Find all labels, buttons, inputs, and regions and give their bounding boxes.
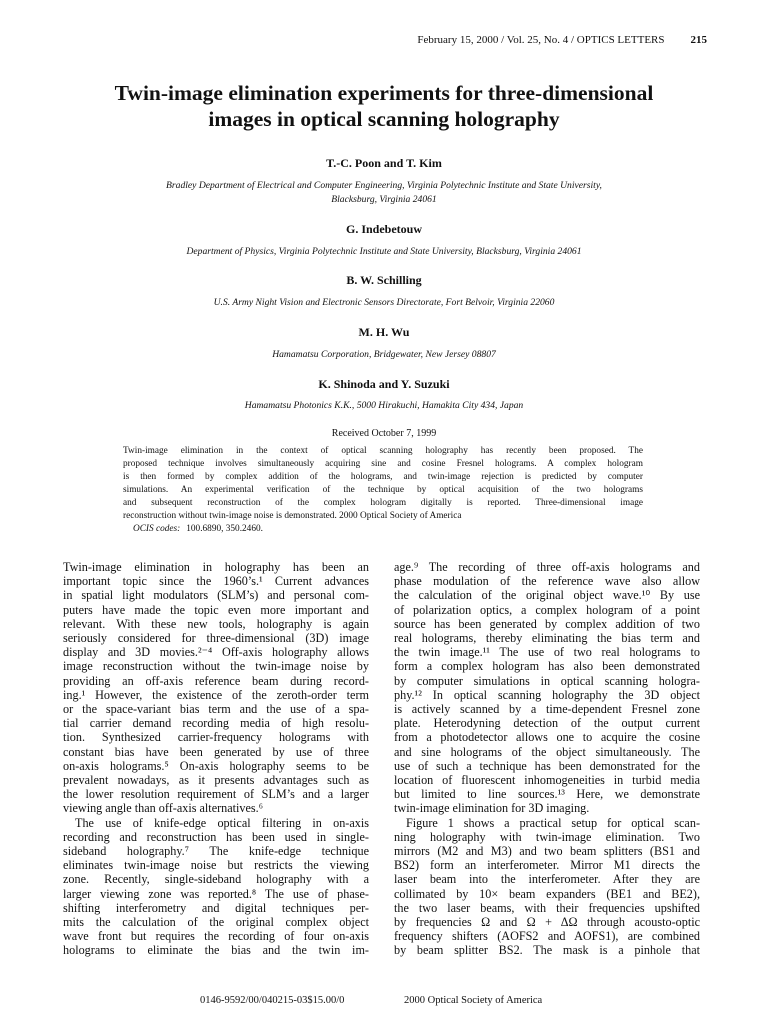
body-text-line: from a photodetector allows one to acquire the cosine xyxy=(394,730,700,745)
body-text-line: plate. Heterodyning detection of the output current xyxy=(394,716,700,731)
body-text-line: is actively scanned by a time-dependent Fresnel zone xyxy=(394,702,700,717)
body-text-line: providing an off-axis reference beam during record- xyxy=(63,673,369,688)
footer-copyright: 2000 Optical Society of America xyxy=(404,995,543,1006)
body-text-line: by frequencies Ω and Ω + ΔΩ through acousto-optic xyxy=(394,915,700,930)
affiliation xyxy=(40,348,728,362)
right-column xyxy=(394,560,700,958)
body-text-line: phy.¹² In optical scanning holography the 3D object xyxy=(394,687,700,702)
body-text-line: eliminates twin-image noise but restricts the viewing xyxy=(63,858,369,873)
affiliation-line: Department of Physics, Virginia Polytechnic Institute and State University, Blacksburg, Virginia 24061 xyxy=(186,246,582,257)
body-text-line: on-axis holograms.⁵ On-axis holography seems to be xyxy=(63,758,369,773)
body-text-line: by computer simulations in optical scanning hologra- xyxy=(394,673,700,688)
body-text-line: frequency shifters (AOFS2 and AOFS1), are combined xyxy=(394,929,700,944)
body-text-line: tial carrier demand recording media of high resolu- xyxy=(63,716,369,731)
body-text-line: by beam splitter BS2. The mask is a pinhole that xyxy=(394,943,700,958)
ocis-values: 100.6890, 350.2460. xyxy=(186,524,263,534)
journal-citation: February 15, 2000 / Vol. 25, No. 4 / OPTICS LETTERS xyxy=(417,34,665,46)
author-names: K. Shinoda and Y. Suzuki xyxy=(318,377,450,391)
body-text-line: holograms to eliminate the bias and the twin im- xyxy=(63,943,369,958)
affiliation-line: U.S. Army Night Vision and Electronic Sensors Directorate, Fort Belvoir, Virginia 22060 xyxy=(213,297,555,308)
author-names: M. H. Wu xyxy=(358,325,410,339)
affiliation-line: Bradley Department of Electrical and Computer Engineering, Virginia Polytechnic Institute and State University, xyxy=(166,180,602,191)
body-text-line: BS2) form an interferometer. Mirror M1 directs the xyxy=(394,858,700,873)
paper-title xyxy=(40,80,728,132)
body-text-line: but limited to line sources.¹³ Here, we demonstrate xyxy=(394,787,700,802)
body-text-line: phase modulation of the reference wave also allow xyxy=(394,574,700,589)
affiliation xyxy=(40,296,728,310)
body-text-line: and sine holograms of the object simultaneously. The xyxy=(394,744,700,759)
body-text-line: Figure 1 shows a practical setup for optical scan- xyxy=(406,815,700,830)
body-text-line: mits the calculation of the original complex object xyxy=(63,915,369,930)
affiliation-line: Hamamatsu Corporation, Bridgewater, New Jersey 08807 xyxy=(272,349,496,360)
body-text-line: or the space-variant bias term and the use of a spa- xyxy=(63,702,369,717)
body-text-line: form a complex hologram has also been demonstrated xyxy=(394,659,700,674)
body-text-line: sideband holography.⁷ The knife-edge technique xyxy=(63,844,369,859)
affiliation-line: Hamamatsu Photonics K.K., 5000 Hirakuchi, Hamakita City 434, Japan xyxy=(244,400,524,411)
author-names: B. W. Schilling xyxy=(346,273,422,287)
body-text-line: seriously considered for three-dimensional (3D) image xyxy=(63,631,369,646)
ocis-codes xyxy=(133,523,643,536)
affiliation-line: Blacksburg, Virginia 24061 xyxy=(331,194,437,205)
body-text-line: The use of knife-edge optical filtering in on-axis xyxy=(75,815,369,830)
body-text-line: shifting interferometry and digital techniques per- xyxy=(63,900,369,915)
affiliation xyxy=(40,399,728,413)
abstract-line: and subsequent reconstruction of the complex hologram digitally is reported. Three-dimensional image xyxy=(123,498,643,508)
body-text-line: puters have made the topic even more important and xyxy=(63,602,369,617)
left-column xyxy=(63,560,369,958)
footer-code: 0146-9592/00/040215-03$15.00/0 xyxy=(200,995,345,1006)
abstract-line: is then formed by complex addition of the holograms, and twin-image rejection is predicted by computer xyxy=(123,472,643,482)
abstract-line: simulations. An experimental verification of the technique by optical acquisition of the two holograms xyxy=(123,485,643,495)
body-text-line: zone. Recently, single-sideband holography with a xyxy=(63,872,369,887)
body-text-line: constant bias have been generated by use of three xyxy=(63,744,369,759)
body-text-line: relevant. With these new tools, holography is again xyxy=(63,616,369,631)
body-text-line: mirrors (M2 and M3) and two beam splitters (BS1 and xyxy=(394,844,700,859)
body-text-line: real holograms, thereby eliminating the bias term and xyxy=(394,631,700,646)
body-text-line: ning holography with twin-image elimination. Two xyxy=(394,829,700,844)
body-text-line: tion. Synthesized carrier-frequency holograms with xyxy=(63,730,369,745)
body-text-line: collimated by 10× beam expanders (BE1 and BE2), xyxy=(394,886,700,901)
body-text-line: source has been generated by complex addition of two xyxy=(394,616,700,631)
title-line-1: Twin-image elimination experiments for three-dimensional xyxy=(114,81,654,105)
page-number: 215 xyxy=(690,34,707,46)
body-text-line: ing.¹ However, the existence of the zeroth-order term xyxy=(63,687,369,702)
body-text-line: the calculation of the original object wave.¹⁰ By use xyxy=(394,588,700,603)
ocis-label: OCIS codes: xyxy=(133,524,181,534)
affiliation xyxy=(40,245,728,259)
received-date: Received October 7, 1999 xyxy=(331,428,437,439)
body-text-line: location of fluorescent inhomogeneities in turbid media xyxy=(394,773,700,788)
body-text-line: viewing angle than off-axis alternatives.⁶ xyxy=(63,801,263,816)
body-text-line: in spatial light modulators (SLM’s) and personal com- xyxy=(63,588,369,603)
abstract-line: reconstruction without twin-image noise is demonstrated. 2000 Optical Society of America xyxy=(123,511,462,521)
abstract xyxy=(123,445,643,536)
body-text-line: important topic since the 1960’s.¹ Current advances xyxy=(63,574,369,589)
body-text-line: the two laser beams, with their frequencies upshifted xyxy=(394,900,700,915)
body-text-line: age.⁹ The recording of three off-axis holograms and xyxy=(394,560,700,574)
affiliation xyxy=(40,179,728,207)
body-text-line: wave front but requires the recording of four on-axis xyxy=(63,929,369,944)
body-text-line: twin-image elimination for 3D imaging. xyxy=(394,801,590,816)
body-text-line: the lower resolution requirement of SLM’s and a larger xyxy=(63,787,369,802)
body-text-line: the twin image.¹¹ The use of two real holograms to xyxy=(394,645,700,660)
body-text-line: larger viewing zone was reported.⁸ The use of phase- xyxy=(63,886,369,901)
author-names: G. Indebetouw xyxy=(345,222,422,236)
body-text-line: image reconstruction without the twin-image noise by xyxy=(63,659,369,674)
abstract-line: proposed technique involves simultaneously acquiring sine and cosine Fresnel holograms. A complex hologram xyxy=(123,459,643,469)
body-text-line: prevalent nowadays, as it presents advantages such as xyxy=(63,773,369,788)
body-text-line: use of such a technique has been demonstrated for the xyxy=(394,758,700,773)
body-text-line: Twin-image elimination in holography has been an xyxy=(63,560,369,574)
title-line-2: images in optical scanning holography xyxy=(208,107,560,131)
abstract-line: Twin-image elimination in the context of optical scanning holography has recently been proposed. The xyxy=(123,446,643,456)
body-text-line: laser beam into the interferometer. After they are xyxy=(394,872,700,887)
author-names: T.-C. Poon and T. Kim xyxy=(326,156,442,170)
body-text-line: of polarization optics, a complex hologram of a point xyxy=(394,602,700,617)
running-head xyxy=(0,34,707,46)
body-text-line: display and 3D movies.²⁻⁴ Off-axis holography allows xyxy=(63,645,369,660)
body-text-line: recording and reconstruction has been used in single- xyxy=(63,829,369,844)
